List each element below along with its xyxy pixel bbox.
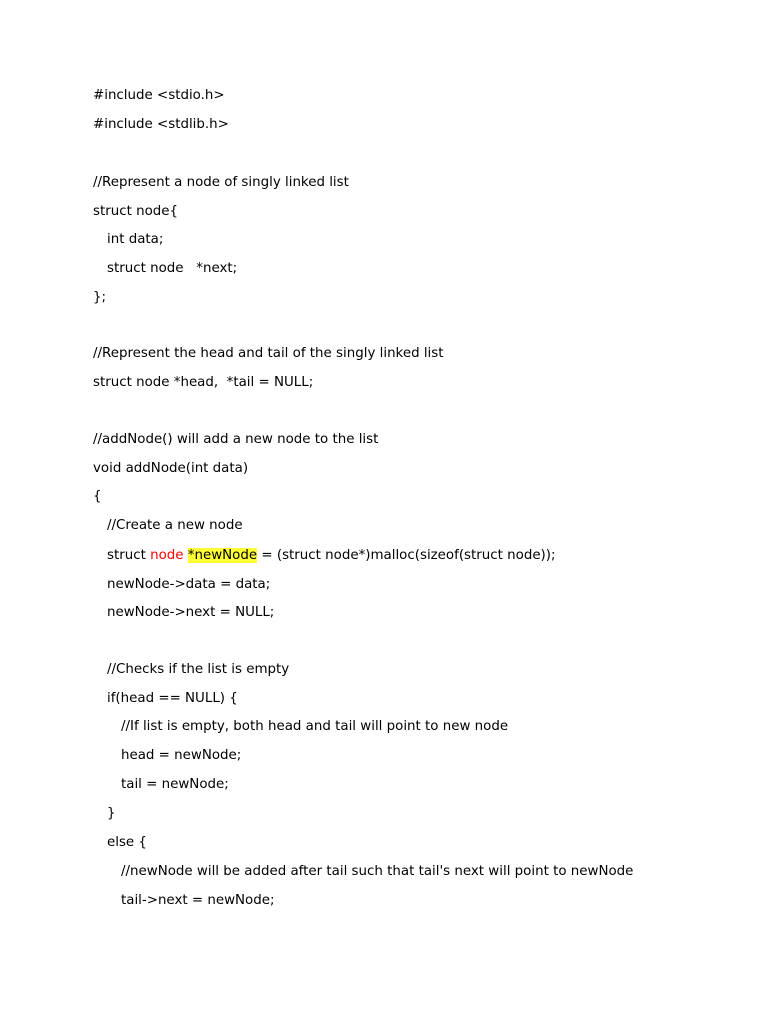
- keyword-struct: struct: [107, 548, 151, 563]
- code-line-else: else {: [107, 835, 147, 850]
- code-line-if-head-null: if(head == NULL) {: [107, 691, 238, 706]
- code-line-tail-assign: tail = newNode;: [121, 777, 229, 792]
- code-line-head-assign: head = newNode;: [121, 748, 242, 763]
- code-comment-check-empty: //Checks if the list is empty: [107, 662, 290, 677]
- code-line-head-tail-decl: struct node *head, *tail = NULL;: [93, 375, 314, 390]
- code-comment-head-tail: //Represent the head and tail of the singly linked list: [93, 346, 444, 361]
- code-line-include-stdio: #include <stdio.h>: [93, 88, 225, 103]
- type-name-node: node: [150, 548, 184, 563]
- code-line-open-brace: {: [93, 489, 102, 504]
- code-line-int-data: int data;: [107, 232, 164, 247]
- code-line-struct-node: struct node{: [93, 204, 179, 219]
- code-comment-append-after-tail: //newNode will be added after tail such that tail's next will point to newNode: [121, 864, 634, 879]
- code-line-if-close: }: [107, 806, 116, 821]
- code-line-malloc: [107, 547, 556, 565]
- code-comment-create-node: //Create a new node: [107, 518, 243, 533]
- code-line-addnode-signature: void addNode(int data): [93, 461, 249, 476]
- malloc-expression: = (struct node*)malloc(sizeof(struct node));: [257, 548, 556, 563]
- code-line-next-pointer: struct node *next;: [107, 261, 238, 276]
- code-comment-addnode: //addNode() will add a new node to the list: [93, 432, 379, 447]
- code-line-include-stdlib: #include <stdlib.h>: [93, 117, 229, 132]
- code-line-set-data: newNode->data = data;: [107, 577, 271, 592]
- highlighted-newnode: *newNode: [187, 548, 258, 563]
- code-line-tail-next-assign: tail->next = newNode;: [121, 893, 275, 908]
- code-comment-node: //Represent a node of singly linked list: [93, 175, 349, 190]
- code-line-set-next: newNode->next = NULL;: [107, 605, 275, 620]
- code-comment-list-empty: //If list is empty, both head and tail will point to new node: [121, 719, 509, 734]
- code-line-struct-close: };: [93, 290, 107, 305]
